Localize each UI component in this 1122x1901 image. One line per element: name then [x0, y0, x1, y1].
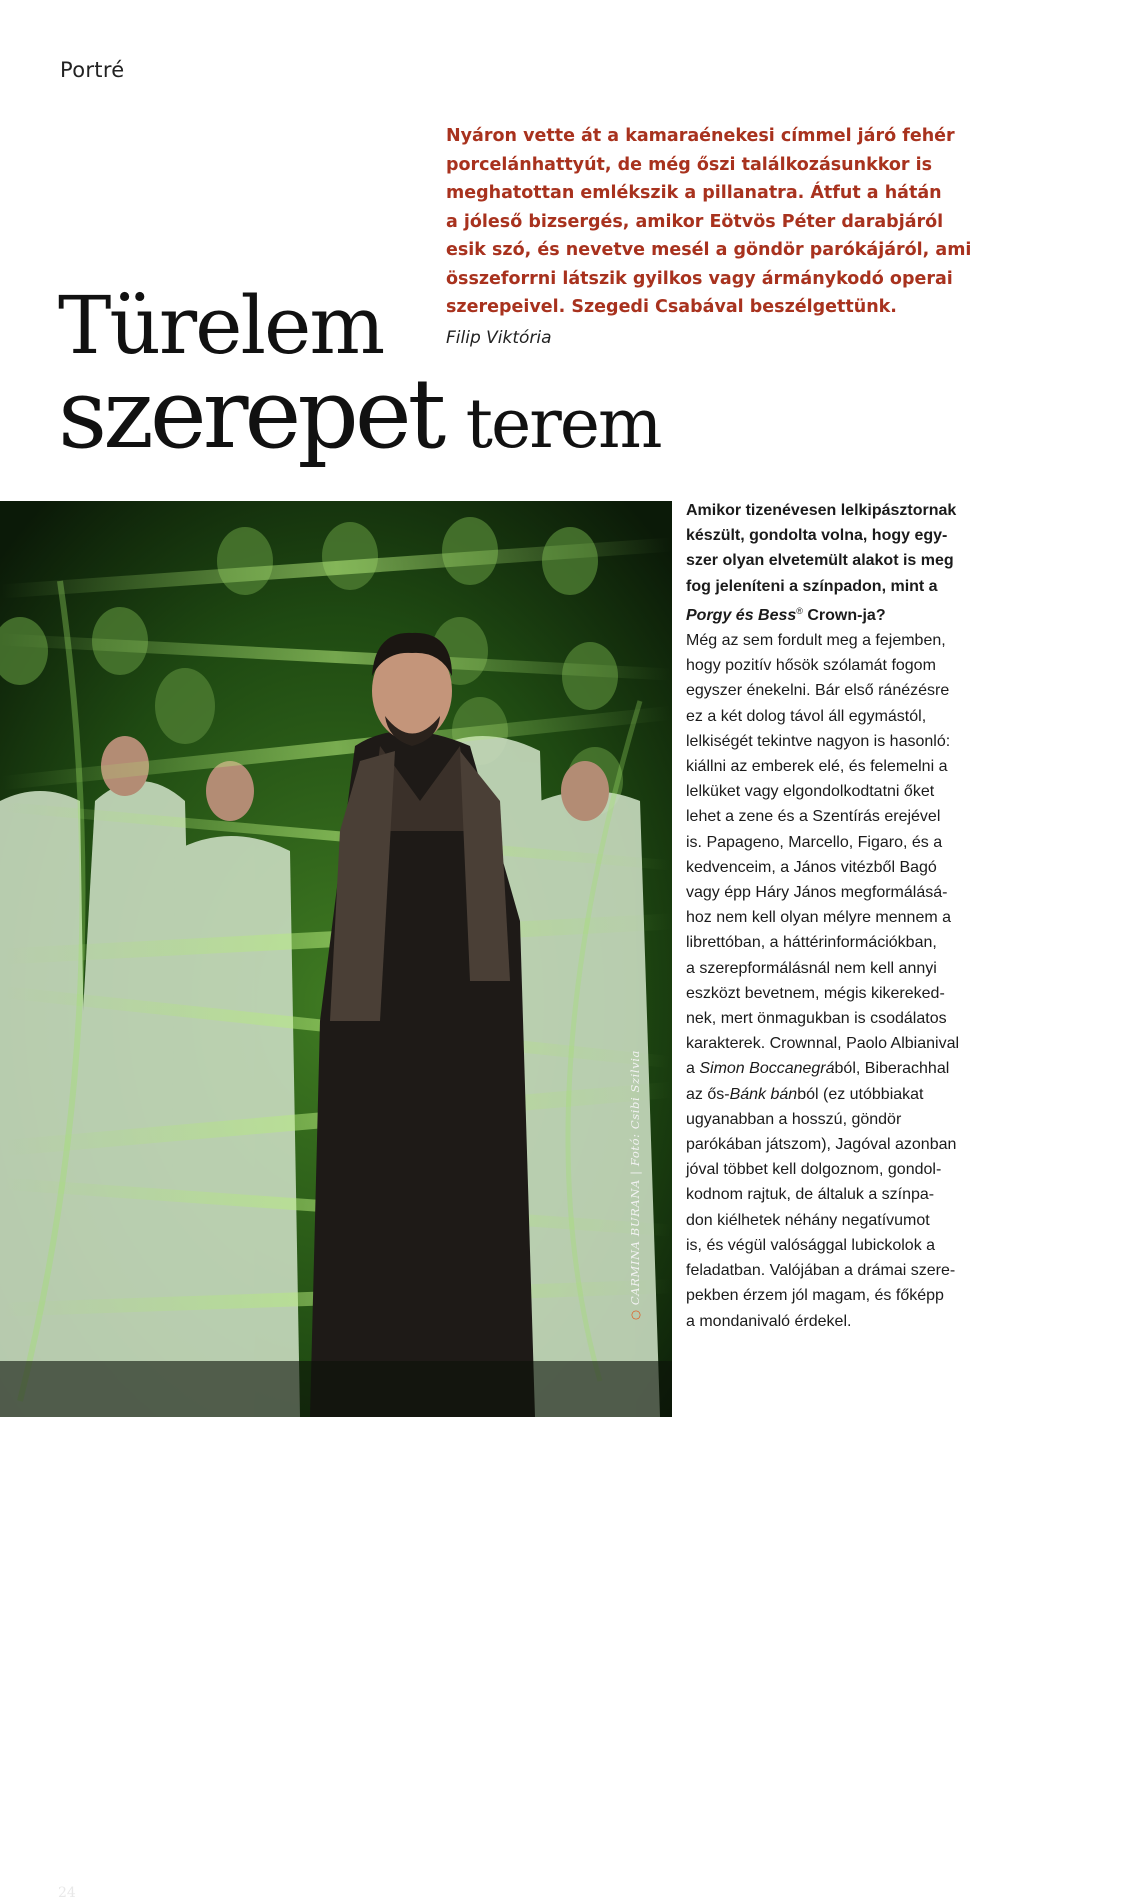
credit-mark-icon: ○	[628, 1309, 642, 1320]
answer-line: don kiélhetek néhány negatívumot	[686, 1211, 930, 1229]
answer-line: kedvenceim, a János vitézből Bagó	[686, 858, 937, 876]
stage-photo-illustration	[0, 501, 672, 1417]
opera-title: Porgy és Bess	[686, 606, 797, 624]
answer-line: librettóban, a háttérinformációkban,	[686, 934, 937, 952]
answer-line: vagy épp Háry János megformálásá-	[686, 884, 948, 902]
registered-mark: ®	[796, 605, 803, 616]
author-byline: Filip Viktória	[446, 328, 552, 348]
answer-line: egyszer énekelni. Bár első ránézésre	[686, 682, 950, 700]
answer-line: karakterek. Crownnal, Paolo Albianival	[686, 1035, 960, 1053]
opera-title: Bánk bán	[729, 1085, 798, 1103]
lead-line: a jóleső bizsergés, amikor Eötvös Péter darabjáról	[446, 211, 944, 232]
photo-credit-text: CARMINA BURANA | Fotó: Csibi Szilvia	[628, 1049, 642, 1306]
answer-line: hoz nem kell olyan mélyre mennem a	[686, 909, 952, 927]
answer-line: Még az sem fordult meg a fejemben,	[686, 632, 946, 650]
question-line: fog jeleníteni a színpadon, mint a	[686, 577, 938, 595]
lead-line: meghatottan emlékszik a pillanatra. Átfut a hátán	[446, 183, 942, 203]
answer-line	[686, 1082, 986, 1107]
answer-line: lelkiségét tekintve nagyon is hasonló:	[686, 732, 951, 750]
answer-line: ez a két dolog távol áll egymástól,	[686, 707, 927, 725]
headline-line-2	[58, 358, 661, 473]
lead-line: összeforrni látszik gyilkos vagy ármánykodó operai	[446, 268, 953, 289]
lead-line: szerepeivel. Szegedi Csabával beszélgettünk.	[446, 297, 897, 317]
answer-line: nek, mert önmagukban is csodálatos	[686, 1010, 947, 1028]
answer-line: ugyanabban a hosszú, göndör	[686, 1110, 902, 1128]
answer-line: lelküket vagy elgondolkodtatni őket	[686, 783, 935, 801]
answer-line: a mondanivaló érdekel.	[686, 1312, 852, 1330]
stage-photo	[0, 501, 672, 1901]
answer-line: pekben érzem jól magam, és főképp	[686, 1287, 944, 1305]
answer-line: a szerepformálásnál nem kell annyi	[686, 959, 937, 977]
headline-word-szerepet: szerepet	[58, 358, 443, 470]
page-number: 24	[58, 1885, 76, 1901]
text-fragment: ból (ez utóbbiakat	[797, 1085, 924, 1103]
answer-line: jóval többet kell dolgoznom, gondol-	[686, 1161, 942, 1179]
headline-word-terem: terem	[465, 385, 661, 464]
question-line	[686, 599, 986, 628]
answer-line: parókában játszom), Jagóval azonban	[686, 1136, 957, 1154]
answer-line: is. Papageno, Marcello, Figaro, és a	[686, 833, 943, 851]
lead-line: porcelánhattyút, de még őszi találkozásunkkor is	[446, 154, 933, 175]
text-fragment: ból, Biberachhal	[834, 1060, 950, 1078]
answer-line: eszközt bevetnem, mégis kikereked-	[686, 984, 945, 1002]
article-body	[686, 498, 986, 1334]
text-fragment: az ős-	[686, 1085, 730, 1103]
lead-line: Nyáron vette át a kamaraénekesi címmel járó fehér	[446, 126, 955, 146]
answer-line	[686, 1056, 986, 1081]
section-label: Portré	[60, 58, 125, 82]
answer-line: lehet a zene és a Szentírás erejével	[686, 808, 941, 826]
photo-credit	[628, 1050, 642, 1320]
answer-line: feladatban. Valójában a drámai szere-	[686, 1262, 956, 1280]
question-line: készült, gondolta volna, hogy egy-	[686, 527, 948, 545]
lead-paragraph	[446, 122, 972, 322]
text-fragment: a	[686, 1060, 700, 1078]
answer-line: is, és végül valósággal lubickolok a	[686, 1236, 936, 1254]
answer-line: kiállni az emberek elé, és felemelni a	[686, 758, 948, 776]
question-line: szer olyan elvetemült alakot is meg	[686, 552, 954, 570]
headline-line-1: Türelem	[58, 279, 384, 372]
question-line-rest: Crown-ja?	[802, 606, 886, 624]
opera-title: Simon Boccanegrá	[699, 1060, 835, 1078]
lead-line: esik szó, és nevetve mesél a göndör parókájáról, ami	[446, 240, 972, 260]
answer-line: kodnom rajtuk, de általuk a színpa-	[686, 1186, 935, 1204]
answer-line: hogy pozitív hősök szólamát fogom	[686, 657, 936, 675]
question-line: Amikor tizenévesen lelkipásztornak	[686, 502, 957, 519]
